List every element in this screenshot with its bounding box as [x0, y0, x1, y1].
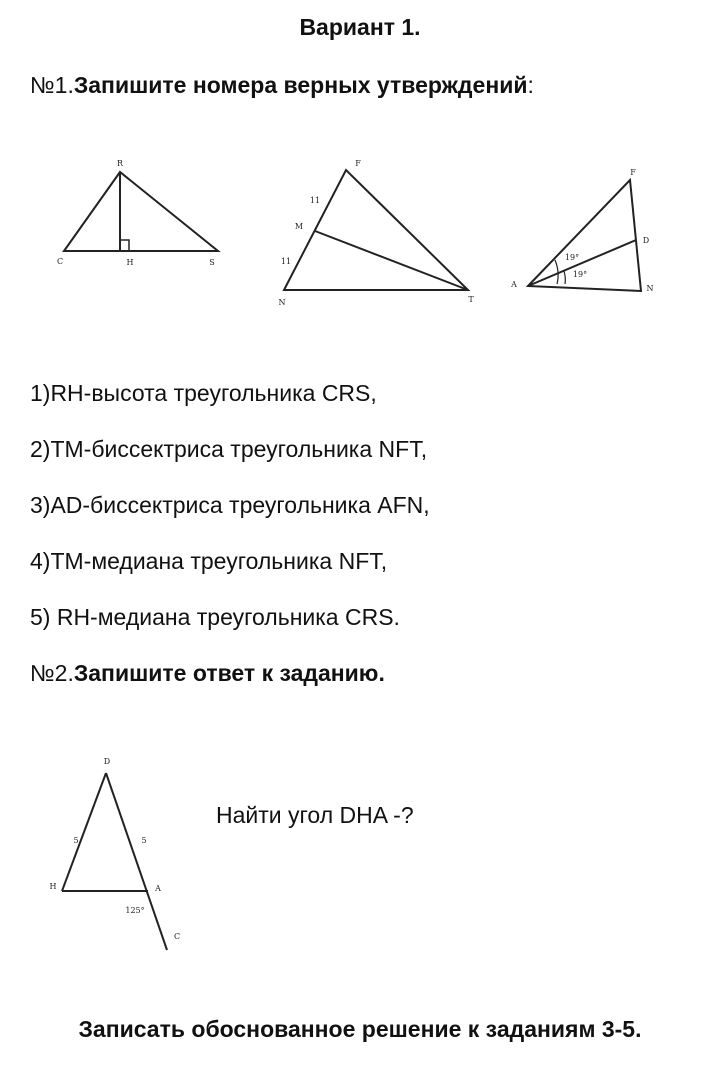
label-segment-bottom: 11 — [280, 257, 292, 266]
triangle-nft — [284, 170, 468, 290]
label-d: D — [103, 757, 111, 766]
label-angle-2: 19° — [572, 270, 588, 279]
segment-tm — [315, 231, 468, 290]
label-a: A — [155, 884, 161, 893]
label-t: T — [468, 295, 474, 304]
footer-instruction: Записать обоснованное решение к заданиям 3-5. — [78, 1016, 642, 1042]
label-side-right: 5 — [141, 836, 147, 845]
label-a: A — [511, 280, 517, 289]
task2-heading — [30, 660, 385, 687]
label-side-left: 5 — [73, 836, 79, 845]
task1-number: №1. — [30, 72, 74, 98]
segment-ad — [528, 240, 636, 286]
task2-number: №2. — [30, 660, 74, 686]
statement-4: 4)TM-медиана треугольника NFT, — [30, 548, 388, 574]
label-angle-1: 19° — [564, 253, 580, 262]
label-h: H — [126, 258, 134, 267]
angle-arc-1 — [555, 260, 558, 284]
statement-2: 2)TM-биссектриса треугольника NFT, — [30, 436, 428, 462]
label-c: C — [56, 257, 64, 266]
task1-heading — [30, 72, 534, 99]
side-dh — [62, 773, 106, 891]
label-angle-125: 125° — [125, 906, 145, 915]
label-c: C — [173, 932, 181, 941]
label-f: F — [630, 168, 636, 177]
right-angle-mark — [120, 240, 129, 251]
label-s: S — [209, 258, 215, 267]
label-f: F — [355, 159, 361, 168]
label-d: D — [642, 236, 650, 245]
figure-triangle-dha — [40, 745, 200, 960]
task2-text: Запишите ответ к заданию. — [73, 660, 385, 686]
task1-colon: : — [527, 72, 534, 98]
label-h: H — [49, 882, 57, 891]
angle-arc-2 — [564, 271, 565, 284]
task2-question: Найти угол DHA -? — [216, 802, 414, 828]
figure-triangle-afn — [500, 160, 670, 310]
statement-3: 3)AD-биссектриса треугольника AFN, — [30, 492, 430, 518]
statement-5: 5) RH-медиана треугольника CRS. — [30, 604, 400, 630]
label-n: N — [278, 298, 286, 307]
task1-text: Запишите номера верных утверждений — [73, 72, 528, 98]
triangle-crs — [64, 172, 218, 251]
statement-1: 1)RH-высота треугольника CRS, — [30, 380, 377, 406]
label-segment-top: 11 — [309, 196, 321, 205]
figure-triangle-crs — [50, 150, 230, 280]
variant-title: Вариант 1. — [299, 14, 421, 40]
label-r: R — [116, 159, 124, 168]
figure-triangle-nft — [270, 150, 490, 310]
side-da-extended — [106, 773, 167, 950]
label-n: N — [646, 284, 654, 293]
label-m: M — [294, 222, 304, 231]
